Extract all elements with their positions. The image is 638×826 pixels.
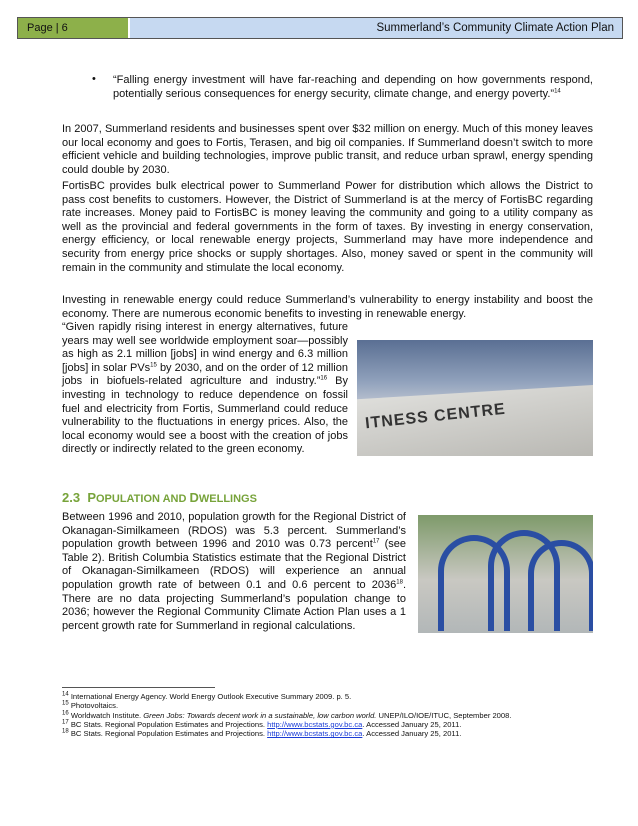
quote-part: By investing in technology to reduce dependence on fossil fuel and electricity from Fortis, Summerland could reduce vulnerability to the fluctuations in energy prices. Also, the local economy would see a boost with the creation of jobs directly or indirectly related to the green economy. (62, 375, 348, 456)
document-title: Summerland’s Community Climate Action Plan (376, 22, 614, 34)
footnote-text: International Energy Agency. World Energy Outlook Executive Summary 2009. p. 5. (70, 692, 352, 701)
footnote-text: BC Stats. Regional Population Estimates and Projections. (70, 729, 268, 739)
footnote-ref: 16 (320, 375, 328, 382)
text-part: . There are no data projecting Summerland’s population change to 2036; however the Regional Community Climate Action Plan uses a 1 percent growth rate for Summerland in regional calculations. (62, 578, 406, 632)
footnote-text: Worldwatch Institute. (70, 710, 144, 720)
bullet-quote (113, 74, 593, 101)
paragraph-spending: In 2007, Summerland residents and businesses spent over $32 million on energy. Much of this money leaves our local economy and goes to Fortis, Terasen, and big oil companies. If Summerland doesn’t switch to more efficient vehicle and building technologies, improve public transit, and reduce urban sprawl, energy spending could double by 2030. (62, 123, 593, 176)
building-sign: ITNESS CENTRE (364, 400, 507, 433)
footnote-text: Photovoltaics. (70, 701, 119, 711)
paragraph-population (62, 511, 406, 633)
footnote-divider (62, 687, 215, 688)
footnote (62, 692, 562, 701)
footnote-number: 15 (62, 700, 69, 707)
text-part: Between 1996 and 2010, population growth for the Regional District of Okanagan-Similkameen (RDOS) was 5.3 percent. Summerland’s population growth between 1996 and 2010 was 0.73 percent (62, 511, 406, 551)
water-park-photo (418, 515, 593, 633)
quote-text: “Falling energy investment will have far-reaching and depending on how governments respond, potentially serious consequences for energy security, climate change, and energy poverty.” (113, 74, 593, 100)
footnote-text: BC Stats. Regional Population Estimates and Projections. (70, 719, 268, 729)
fitness-centre-photo (357, 340, 593, 456)
footnote (62, 711, 562, 720)
footnotes (62, 692, 562, 738)
footnote-ref: 18 (396, 579, 403, 586)
paragraph-jobs-quote (62, 321, 348, 457)
section-heading (62, 490, 257, 505)
text-part: (see Table 2). British Columbia Statistics estimate that the Regional District of Okanagan-Similkameen (RDOS) will experience an annual population growth rate of between 0.1 and 0.6 percent to 2036 (62, 538, 406, 591)
heading-part: OPULATION AND (95, 493, 190, 505)
footnote (62, 720, 562, 729)
footnote-number: 14 (62, 691, 69, 698)
footnote-number: 17 (62, 719, 69, 726)
heading-part: P (87, 490, 96, 505)
footnote-ref: 17 (372, 538, 380, 545)
bcstats-link[interactable]: http://www.bcstats.gov.bc.ca (267, 719, 363, 729)
quote-part: by 2030, and on the order of 12 million jobs in biofuels-related agriculture and industry.” (62, 361, 348, 388)
footnote-title: Green Jobs: Towards decent work in a sustainable, low carbon world. (143, 710, 377, 720)
page-header (17, 17, 623, 39)
footnote-ref: 14 (554, 87, 561, 94)
heading-part: D (189, 490, 199, 505)
bullet-icon: • (92, 73, 96, 85)
arch-shape (528, 540, 593, 631)
quote-part: “Given rapidly rising interest in energy alternatives, future years may well see worldwide employment soar—possibly as high as 2.1 million [jobs] in wind energy and 6.3 million [jobs] in solar PVs (62, 321, 348, 374)
footnote-text: . Accessed January 25, 2011. (362, 729, 462, 739)
footnote (62, 701, 562, 710)
section-number: 2.3 (62, 490, 81, 505)
bcstats-link[interactable]: http://www.bcstats.gov.bc.ca (267, 729, 363, 739)
footnote-number: 16 (62, 710, 69, 717)
heading-part: WELLINGS (198, 493, 257, 505)
paragraph-fortisbc: FortisBC provides bulk electrical power to Summerland Power for distribution which allows the District to pass cost benefits to customers. However, the District of Summerland is at the mercy of FortisBC regarding rate increases. Money paid to FortisBC is money leaving the community and going to a utility company as well as the provincial and federal governments in the form of taxes. By investing in energy conservation, energy efficiency, or local renewable energy projects, Summerland may have more independence and security from energy price shocks or supply shortages. Also, money saved or spent in the community will remain in the community and stimulate the local economy. (62, 180, 593, 274)
footnote-text: UNEP/ILO/IOE/ITUC, September 2008. (376, 710, 512, 720)
footnote (62, 729, 562, 738)
footnote-text: . Accessed January 25, 2011. (362, 719, 462, 729)
footnote-number: 18 (62, 728, 69, 735)
page-number: Page | 6 (18, 18, 130, 38)
footnote-ref: 15 (150, 362, 157, 369)
paragraph-renewable: Investing in renewable energy could reduce Summerland’s vulnerability to energy instability and boost the economy. There are numerous economic benefits to investing in renewable energy. (62, 294, 593, 320)
